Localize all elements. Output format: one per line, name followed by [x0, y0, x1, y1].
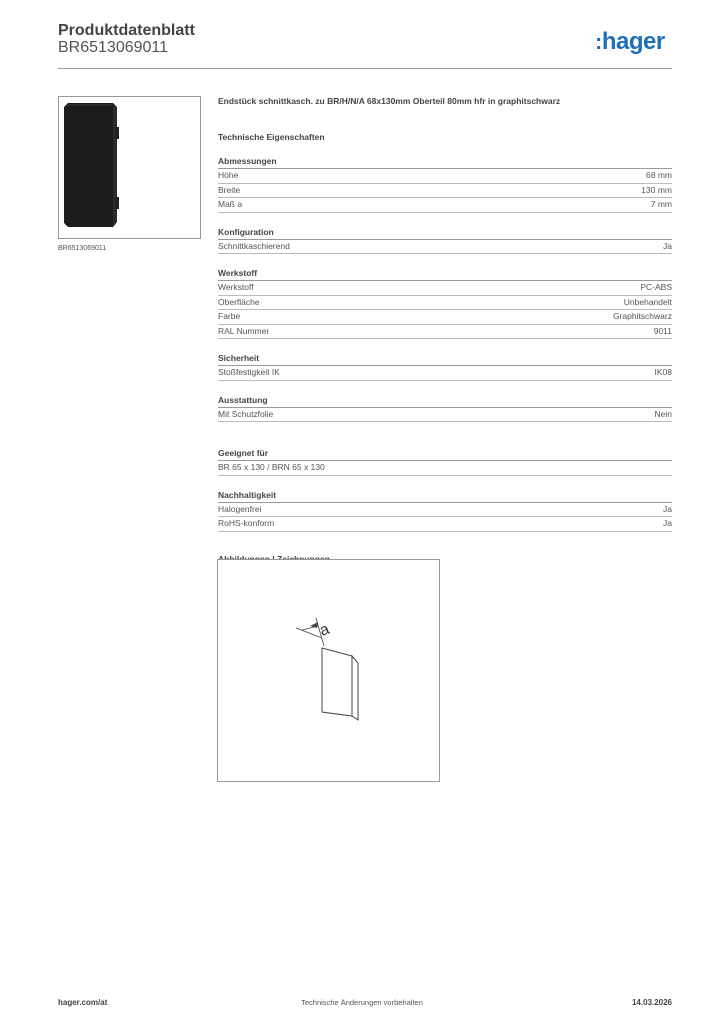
spec-groups [218, 156, 672, 566]
spec-value: Nein [654, 408, 672, 419]
spec-label: Maß a [218, 199, 243, 209]
spec-label: Schnittkaschierend [218, 240, 290, 251]
spec-row [218, 461, 672, 476]
spec-value: 7 mm [650, 199, 672, 209]
spec-label: RoHS-konform [218, 518, 275, 528]
spec-row [218, 240, 672, 255]
spec-label: Stoßfestigkeit IK [218, 367, 280, 377]
logo-dots-icon: : [595, 29, 602, 54]
spec-row [218, 325, 672, 340]
spec-label: Halogenfrei [218, 503, 262, 514]
spec-group [218, 227, 672, 255]
spec-label: Werkstoff [218, 282, 254, 292]
spec-group [218, 353, 672, 381]
dimension-label: a [317, 620, 332, 640]
spec-value: 130 mm [641, 184, 672, 195]
spec-label: Farbe [218, 311, 241, 321]
spec-group-title: Abmessungen [218, 156, 672, 169]
spec-value: Unbehandelt [623, 296, 672, 307]
spec-row [218, 366, 672, 381]
spec-row [218, 503, 672, 518]
spec-label: Mit Schutzfolie [218, 408, 274, 419]
logo-text: hager [601, 28, 665, 55]
spec-content [218, 96, 672, 566]
spec-value: Ja [663, 518, 672, 528]
spec-row [218, 296, 672, 311]
spec-row [218, 517, 672, 532]
end-cap-photo-icon [59, 97, 200, 238]
spec-value: Ja [663, 240, 672, 251]
spec-group-title: Sicherheit [218, 353, 672, 366]
page-title: Produktdatenblatt [58, 22, 195, 39]
spec-label: RAL Nummer [218, 325, 270, 336]
spec-value: 9011 [653, 325, 672, 336]
footer-disclaimer: Technische Änderungen vorbehalten [301, 998, 423, 1007]
spec-value: Graphitschwarz [612, 311, 672, 321]
product-code: BR6513069011 [58, 39, 169, 56]
section-title: Technische Eigenschaften [218, 132, 325, 142]
technical-drawing [217, 559, 440, 782]
spec-row [218, 169, 672, 184]
spec-group [218, 448, 672, 476]
spec-label: Oberfläche [218, 296, 260, 307]
spec-value: 68 mm [646, 170, 672, 180]
hager-logo [595, 28, 665, 56]
spec-group-title: Geeignet für [218, 448, 672, 461]
header-divider [58, 68, 672, 69]
product-image [58, 96, 201, 239]
spec-value: PC-ABS [640, 282, 672, 292]
spec-group [218, 156, 672, 213]
spec-label: Höhe [218, 170, 239, 180]
spec-row [218, 281, 672, 296]
spec-group [218, 268, 672, 339]
spec-row [218, 408, 672, 423]
spec-label: BR 65 x 130 / BRN 65 x 130 [218, 462, 325, 472]
spec-group [218, 490, 672, 532]
spec-value: Ja [663, 503, 672, 514]
spec-group-title: Werkstoff [218, 268, 672, 281]
spec-group-title: Konfiguration [218, 227, 672, 240]
spec-group-title: Ausstattung [218, 395, 672, 408]
product-image-caption: BR6513069011 [58, 245, 107, 252]
spec-row [218, 198, 672, 213]
spec-value: IK08 [654, 367, 672, 377]
spec-row [218, 310, 672, 325]
spec-row [218, 184, 672, 199]
spec-group [218, 395, 672, 423]
product-description: Endstück schnittkasch. zu BR/H/N/A 68x130mm Oberteil 80mm hfr in graphitschwarz [218, 96, 561, 106]
footer-website: hager.com/at [58, 998, 108, 1007]
spec-label: Breite [218, 184, 241, 195]
footer-date: 14.03.2026 [631, 998, 672, 1007]
spec-group-title: Nachhaltigkeit [218, 490, 672, 503]
dimension-drawing-icon [218, 560, 439, 781]
